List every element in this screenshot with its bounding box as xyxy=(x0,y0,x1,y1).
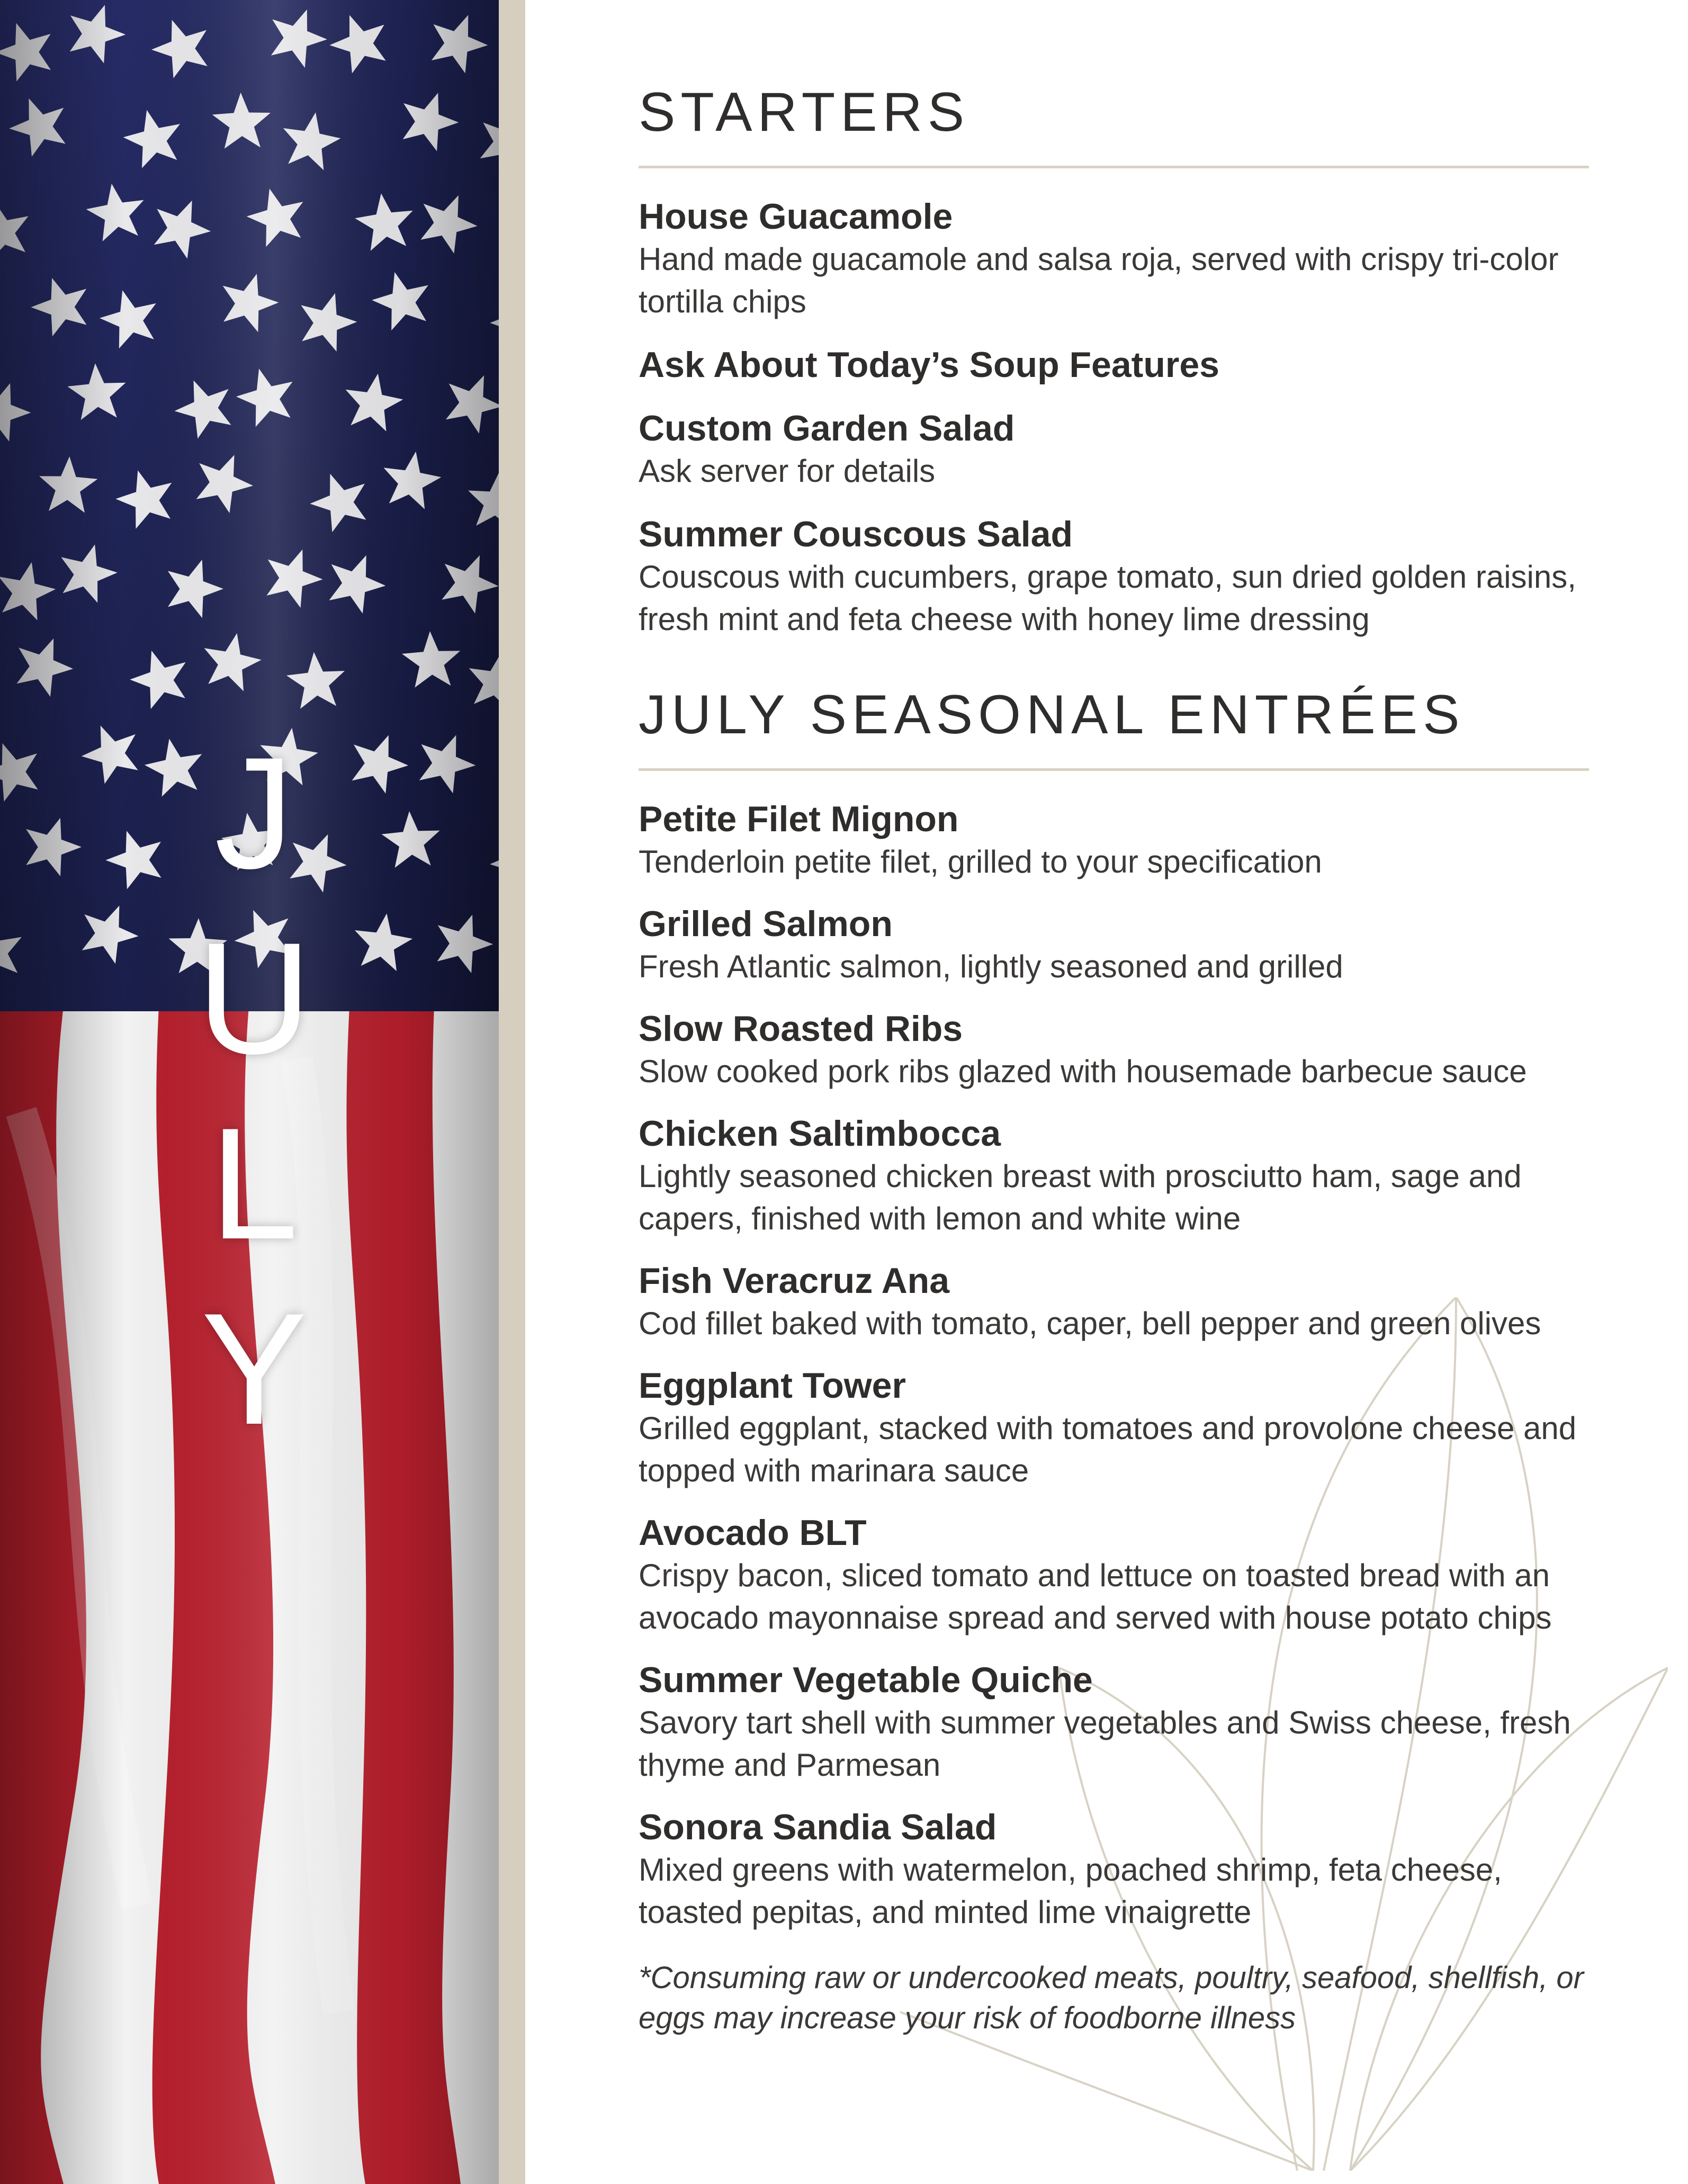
menu-item-name: Avocado BLT xyxy=(639,1512,867,1553)
menu-item xyxy=(639,1364,1592,1492)
starters-section xyxy=(639,79,1592,641)
menu-content xyxy=(639,79,1592,2038)
menu-item-description: Lightly seasoned chicken breast with prosciutto ham, sage and capers, finished with lemon and white wine xyxy=(639,1158,1522,1236)
menu-item-name: Chicken Saltimbocca xyxy=(639,1113,1001,1154)
menu-item-description: Fresh Atlantic salmon, lightly seasoned and grilled xyxy=(639,948,1343,984)
menu-item-description: Ask server for details xyxy=(639,453,936,489)
menu-item-name: Eggplant Tower xyxy=(639,1365,906,1406)
menu-item xyxy=(639,1259,1592,1345)
menu-item xyxy=(639,797,1592,883)
section-divider xyxy=(639,166,1589,168)
section-title: JULY SEASONAL ENTRÉES xyxy=(639,684,1465,745)
menu-item-description: Crispy bacon, sliced tomato and lettuce on toasted bread with an avocado mayonnaise spread and served with house potato chips xyxy=(639,1557,1552,1635)
menu-item-name: Petite Filet Mignon xyxy=(639,798,959,839)
menu-item xyxy=(639,902,1592,988)
menu-item-name: Sonora Sandia Salad xyxy=(639,1806,997,1847)
menu-item xyxy=(639,407,1592,492)
beige-divider-band xyxy=(499,0,525,2184)
menu-item-description: Tenderloin petite filet, grilled to your specification xyxy=(639,843,1322,879)
section-title: STARTERS xyxy=(639,82,970,143)
menu-item-description: Hand made guacamole and salsa roja, served with crispy tri-color tortilla chips xyxy=(639,241,1559,319)
section-divider xyxy=(639,768,1589,771)
menu-item-name: Ask About Today’s Soup Features xyxy=(639,344,1219,385)
menu-item-description: Mixed greens with watermelon, poached shrimp, feta cheese, toasted pepitas, and minted lime vinaigrette xyxy=(639,1852,1502,1930)
month-letter: U xyxy=(196,909,312,1087)
menu-item-name: Custom Garden Salad xyxy=(639,408,1015,448)
menu-item-name: Grilled Salmon xyxy=(639,903,893,944)
menu-item xyxy=(639,195,1592,323)
menu-item-name: House Guacamole xyxy=(639,196,953,237)
menu-item-description: Grilled eggplant, stacked with tomatoes and provolone cheese and topped with marinara sauce xyxy=(639,1410,1577,1488)
food-safety-disclaimer: *Consuming raw or undercooked meats, poultry, seafood, shellfish, or eggs may increase your risk of foodborne illness xyxy=(639,1960,1584,2035)
menu-item xyxy=(639,1658,1592,1786)
menu-item-name: Fish Veracruz Ana xyxy=(639,1260,950,1301)
month-letter: J xyxy=(214,724,294,902)
menu-item-name: Slow Roasted Ribs xyxy=(639,1008,963,1049)
menu-item-description: Cod fillet baked with tomato, caper, bell pepper and green olives xyxy=(639,1305,1541,1341)
menu-item-description: Slow cooked pork ribs glazed with housemade barbecue sauce xyxy=(639,1053,1527,1089)
menu-item xyxy=(639,1805,1592,1934)
menu-item xyxy=(639,513,1592,641)
menu-item-name: Summer Vegetable Quiche xyxy=(639,1659,1093,1700)
menu-item xyxy=(639,1007,1592,1093)
month-letter: L xyxy=(210,1094,299,1272)
menu-item xyxy=(639,343,1592,387)
menu-item-description: Savory tart shell with summer vegetables and Swiss cheese, fresh thyme and Parmesan xyxy=(639,1704,1571,1783)
menu-item-name: Summer Couscous Salad xyxy=(639,514,1073,554)
menu-item xyxy=(639,1112,1592,1240)
month-title xyxy=(175,720,334,1461)
entrees-section xyxy=(639,682,1592,1934)
menu-item-description: Couscous with cucumbers, grape tomato, sun dried golden raisins, fresh mint and feta cheese with honey lime dressing xyxy=(639,559,1576,637)
menu-item xyxy=(639,1511,1592,1639)
month-letter: Y xyxy=(201,1280,308,1458)
